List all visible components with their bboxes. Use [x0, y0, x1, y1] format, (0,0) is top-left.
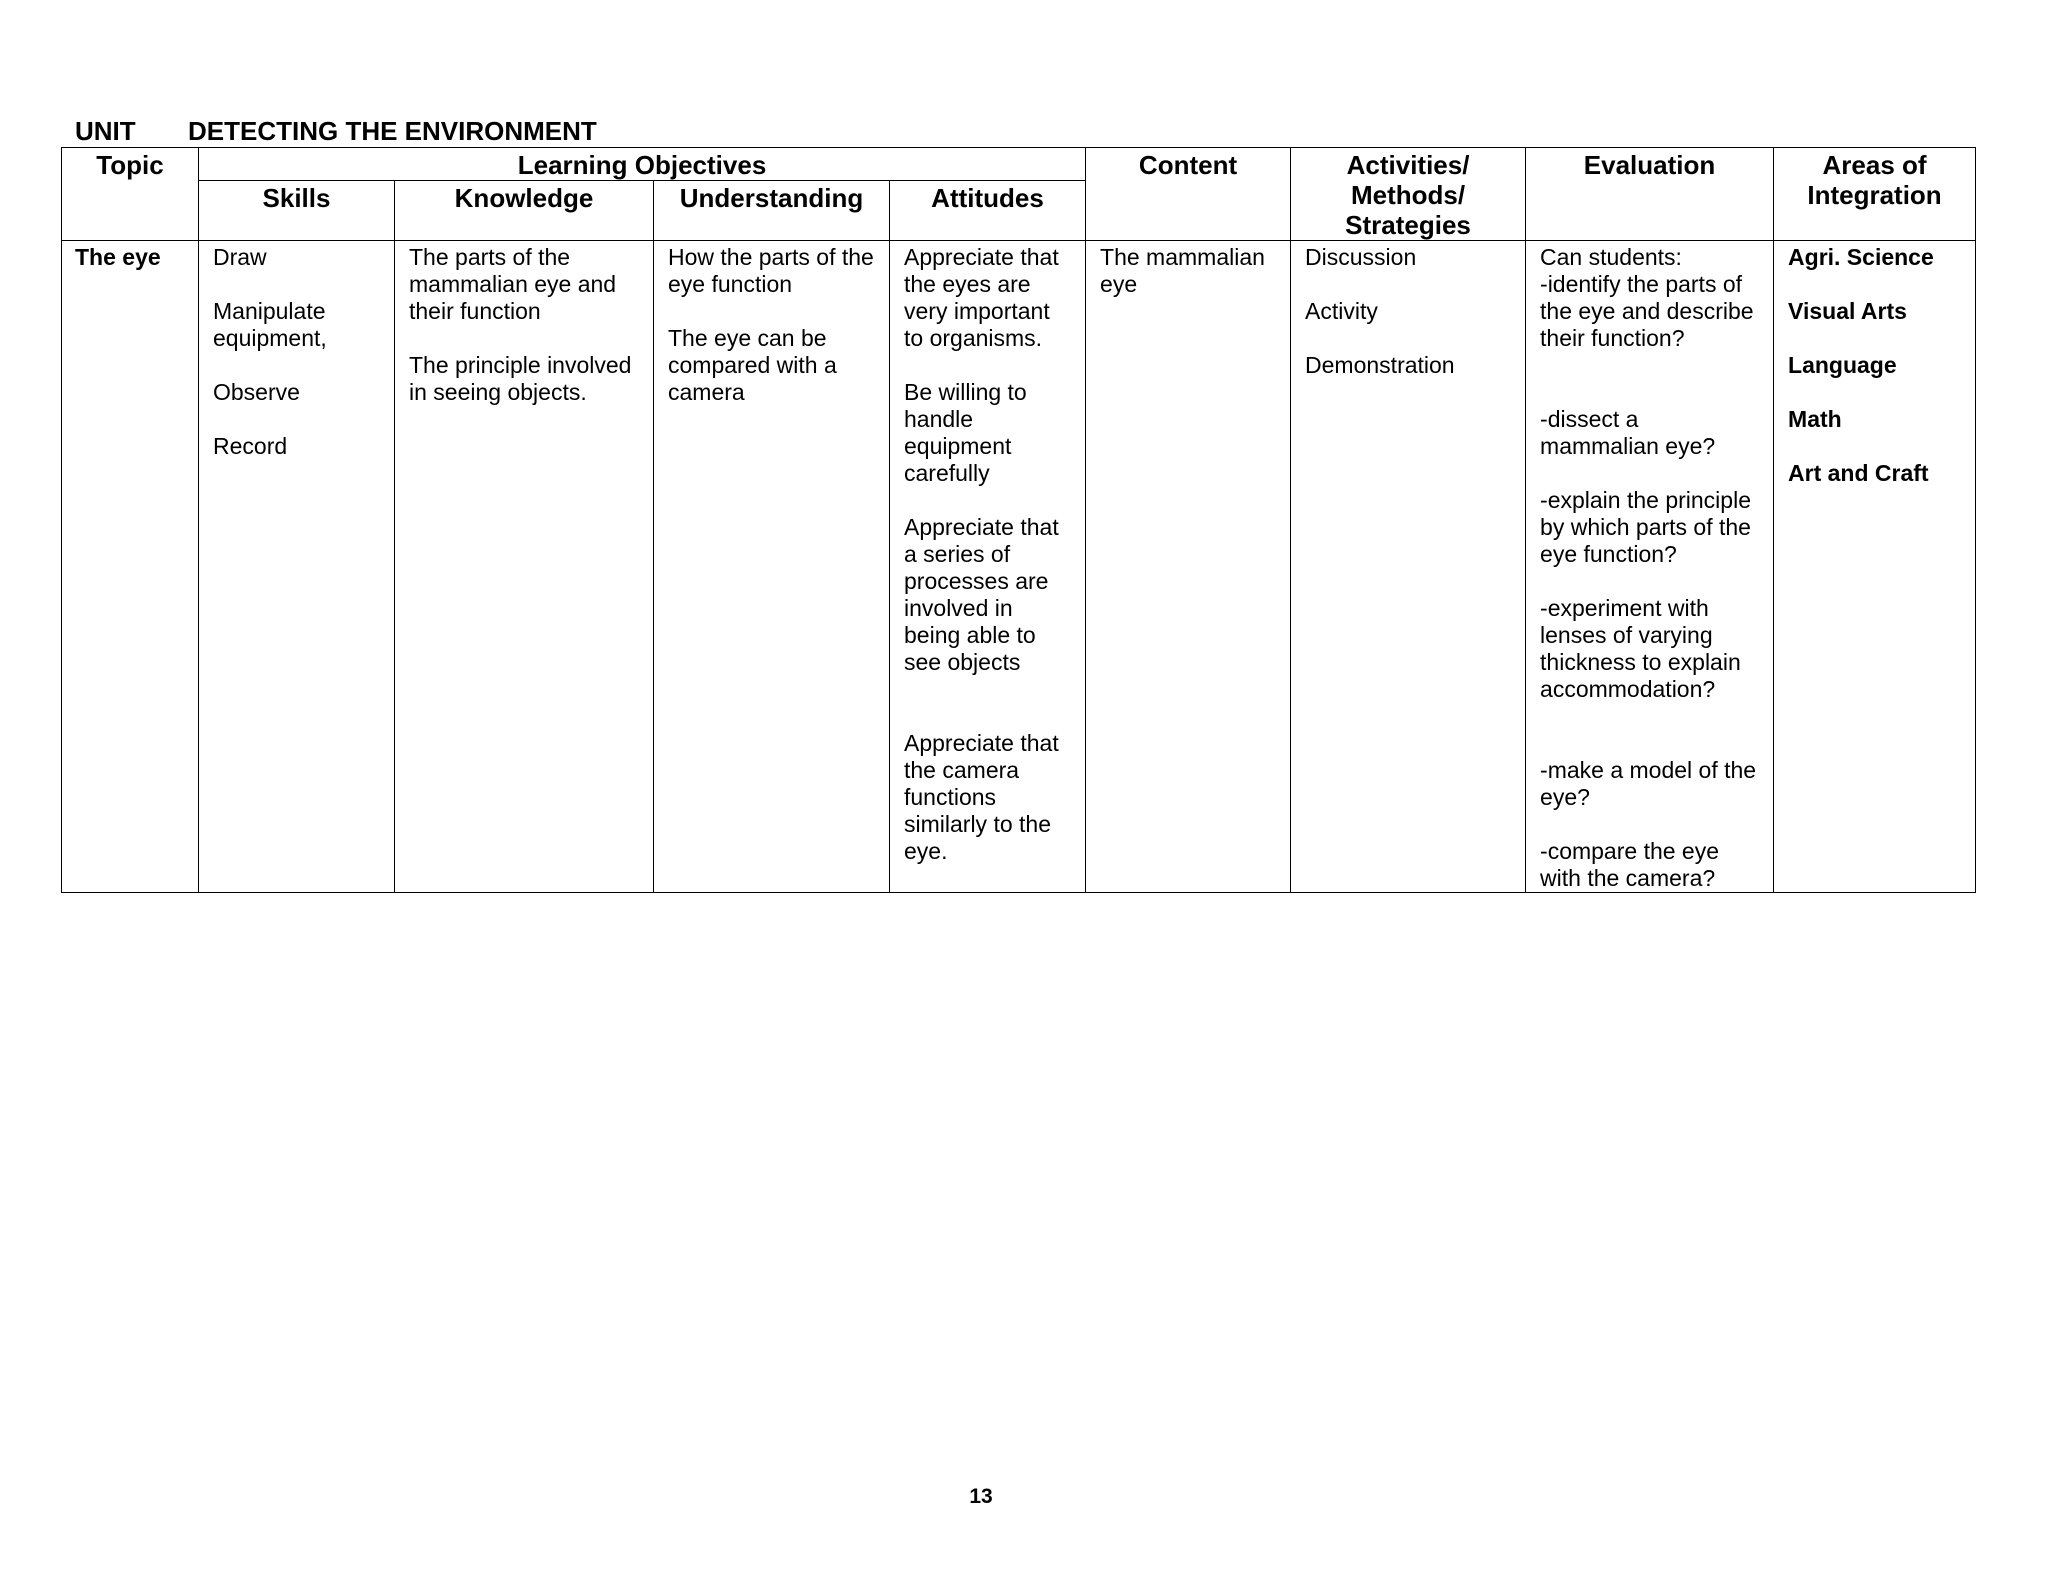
attitude-item: Appreciate that the eyes are very important to organisms.	[904, 244, 1059, 351]
page-number: 13	[969, 1485, 993, 1508]
attitudes-cell	[890, 241, 1086, 893]
evaluation-item: -identify the parts of the eye and describe their function?	[1540, 271, 1754, 351]
header-content: Content	[1086, 148, 1291, 241]
knowledge-item: The parts of the mammalian eye and their function	[409, 244, 617, 324]
evaluation-item: -experiment with lenses of varying thickness to explain accommodation?	[1540, 595, 1741, 702]
header-activities-line: Strategies	[1345, 210, 1471, 240]
unit-label: UNIT	[75, 116, 136, 146]
header-activities-line: Methods/	[1350, 180, 1466, 210]
header-evaluation: Evaluation	[1526, 148, 1774, 241]
header-areas-line: Integration	[1807, 180, 1942, 210]
skill-item: Manipulate equipment,	[213, 298, 327, 351]
area-item: Math	[1788, 406, 1842, 432]
area-item: Art and Craft	[1788, 460, 1929, 486]
header-areas	[1774, 148, 1976, 241]
scheme-of-work-table	[61, 147, 1976, 893]
activity-item: Demonstration	[1305, 352, 1455, 378]
header-knowledge: Knowledge	[395, 181, 654, 241]
evaluation-item: -compare the eye with the camera?	[1540, 838, 1720, 891]
skill-item: Draw	[213, 244, 267, 270]
header-skills: Skills	[199, 181, 395, 241]
understanding-item: How the parts of the eye function	[668, 244, 874, 297]
header-topic: Topic	[62, 148, 199, 241]
header-attitudes: Attitudes	[890, 181, 1086, 241]
activity-item: Discussion	[1305, 244, 1417, 270]
header-activities	[1291, 148, 1526, 241]
understanding-item: The eye can be compared with a camera	[668, 325, 837, 405]
knowledge-cell	[395, 241, 654, 893]
activities-cell	[1291, 241, 1526, 893]
evaluation-item: -make a model of the eye?	[1540, 757, 1757, 810]
area-item: Visual Arts	[1788, 298, 1907, 324]
activity-item: Activity	[1305, 298, 1378, 324]
table-row	[62, 241, 1976, 893]
unit-heading	[75, 116, 597, 146]
topic-cell: The eye	[62, 241, 199, 893]
attitude-item: Be willing to handle equipment carefully	[904, 379, 1027, 486]
area-item: Agri. Science	[1788, 244, 1934, 270]
evaluation-cell	[1526, 241, 1774, 893]
unit-title: DETECTING THE ENVIRONMENT	[188, 116, 597, 146]
evaluation-item: -explain the principle by which parts of the eye function?	[1540, 487, 1751, 567]
areas-cell	[1774, 241, 1976, 893]
header-learning-objectives: Learning Objectives	[199, 148, 1086, 181]
skill-item: Record	[213, 433, 288, 459]
header-areas-line: Areas of	[1822, 150, 1927, 180]
skill-item: Observe	[213, 379, 300, 405]
attitude-item: Appreciate that a series of processes are involved in being able to see objects	[904, 514, 1059, 675]
area-item: Language	[1788, 352, 1897, 378]
header-activities-line: Activities/	[1346, 150, 1470, 180]
understanding-cell	[654, 241, 890, 893]
skills-cell	[199, 241, 395, 893]
attitude-item: Appreciate that the camera functions similarly to the eye.	[904, 730, 1059, 864]
header-row-1	[62, 148, 1976, 181]
content-cell: The mammalian eye	[1086, 241, 1291, 893]
knowledge-item: The principle involved in seeing objects.	[409, 352, 632, 405]
evaluation-item: Can students:	[1540, 244, 1682, 270]
header-understanding: Understanding	[654, 181, 890, 241]
evaluation-item: -dissect a mammalian eye?	[1540, 406, 1716, 459]
